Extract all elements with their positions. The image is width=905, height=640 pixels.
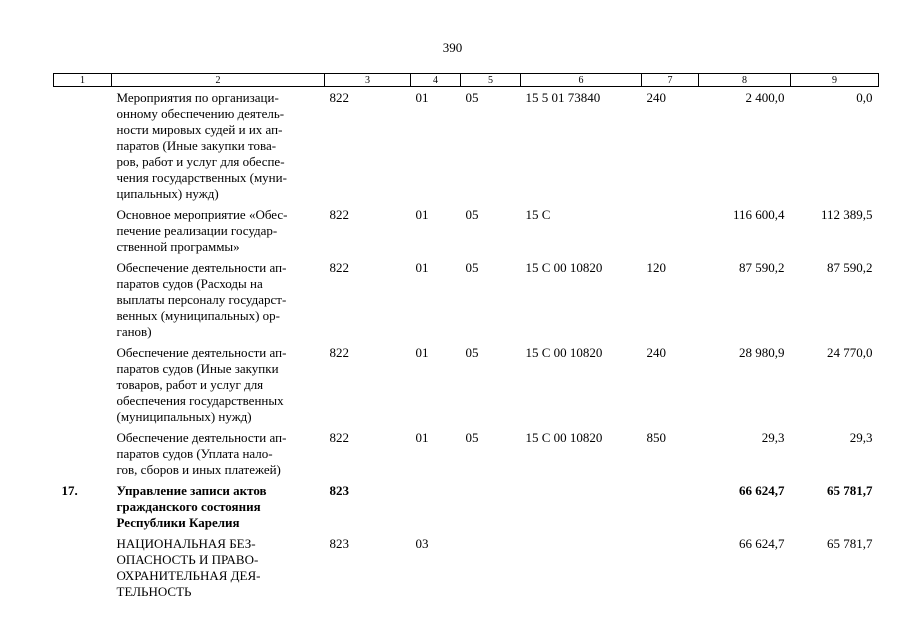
row-number [54,427,112,480]
subsection-code: 05 [465,90,479,105]
target-article-code [521,480,642,533]
expense-type-code [642,533,699,602]
table-row [54,427,879,480]
row-name-line: Обеспечение деятельности ап- [116,430,287,445]
row-name [112,427,325,480]
section-code: 01 [415,260,429,275]
row-name-line: гражданского состояния [116,499,261,514]
amount-col-9: 24 770,0 [827,345,873,360]
section-code: 01 [415,430,429,445]
department-code: 822 [329,90,349,105]
header-col-2: 2 [112,74,325,87]
amount-col-9: 65 781,7 [827,483,873,498]
row-name-line: Мероприятия по организаци- [116,90,279,105]
target-article-code: 15 С 00 10820 [525,345,603,360]
expense-type-code: 120 [646,260,666,275]
row-name-line: Обеспечение деятельности ап- [116,345,287,360]
subsection-code [461,480,521,533]
row-name-line: ности мировых судей и их ап- [116,122,283,137]
row-name [112,257,325,342]
row-name [112,533,325,602]
row-name-line: паратов (Иные закупки това- [116,138,277,153]
subsection-code: 05 [465,207,479,222]
row-name-line: Обеспечение деятельности ап- [116,260,287,275]
row-number [54,87,112,205]
row-number [54,533,112,602]
department-code: 822 [329,260,349,275]
header-col-6: 6 [521,74,642,87]
row-name-line: Основное мероприятие «Обес- [116,207,288,222]
amount-col-9: 65 781,7 [827,536,873,551]
table-row [54,257,879,342]
row-name-line: ственной программы» [116,239,240,254]
budget-table [53,73,879,602]
expense-type-code: 850 [646,430,666,445]
department-code: 822 [329,430,349,445]
subsection-code: 05 [465,430,479,445]
amount-col-9: 0,0 [856,90,873,105]
row-name-line: ОХРАНИТЕЛЬНАЯ ДЕЯ- [116,568,261,583]
row-name-line: паратов судов (Иные закупки [116,361,279,376]
header-col-5: 5 [461,74,521,87]
target-article-code: 15 5 01 73840 [525,90,601,105]
department-code: 823 [329,536,349,551]
table-row [54,204,879,257]
target-article-code: 15 С [525,207,551,222]
amount-col-9: 87 590,2 [827,260,873,275]
row-name-line: венных (муниципальных) ор- [116,308,280,323]
amount-col-8: 66 624,7 [739,536,785,551]
row-name-line: паратов судов (Уплата нало- [116,446,273,461]
table-row [54,342,879,427]
amount-col-8: 2 400,0 [745,90,785,105]
section-code: 01 [415,345,429,360]
row-name-line: (муниципальных) нужд) [116,409,252,424]
row-name-line: Управление записи актов [116,483,267,498]
row-name [112,342,325,427]
header-col-7: 7 [642,74,699,87]
row-name-line: выплаты персоналу государст- [116,292,287,307]
department-code: 822 [329,345,349,360]
row-name-line: онному обеспечению деятель- [116,106,285,121]
header-col-1: 1 [54,74,112,87]
expense-type-code [642,480,699,533]
row-number [54,204,112,257]
row-name-line: гов, сборов и иных платежей) [116,462,281,477]
amount-col-9: 29,3 [849,430,873,445]
row-name-line: ОПАСНОСТЬ И ПРАВО- [116,552,259,567]
table-row [54,533,879,602]
subsection-code: 05 [465,345,479,360]
amount-col-8: 29,3 [761,430,785,445]
row-number [54,342,112,427]
section-code [411,480,461,533]
row-name-line: паратов судов (Расходы на [116,276,263,291]
expense-type-code [642,204,699,257]
table-body [54,87,879,603]
department-code: 822 [329,207,349,222]
row-name-line: ров, работ и услуг для обеспе- [116,154,285,169]
header-col-8: 8 [699,74,791,87]
table-row [54,87,879,205]
header-col-9: 9 [791,74,879,87]
section-code: 01 [415,90,429,105]
target-article-code [521,533,642,602]
department-code: 823 [329,483,349,498]
row-name-line: товаров, работ и услуг для [116,377,264,392]
row-name-line: печение реализации государ- [116,223,278,238]
row-name [112,480,325,533]
header-col-4: 4 [411,74,461,87]
header-col-3: 3 [325,74,411,87]
column-number-header [54,74,879,87]
row-name [112,204,325,257]
page-number: 390 [442,40,463,55]
amount-col-8: 28 980,9 [739,345,785,360]
row-name-line: НАЦИОНАЛЬНАЯ БЕЗ- [116,536,256,551]
target-article-code: 15 С 00 10820 [525,260,603,275]
amount-col-8: 87 590,2 [739,260,785,275]
expense-type-code: 240 [646,90,666,105]
amount-col-8: 116 600,4 [732,207,785,222]
row-name-line: обеспечения государственных [116,393,284,408]
table-row [54,480,879,533]
row-number [54,257,112,342]
expense-type-code: 240 [646,345,666,360]
target-article-code: 15 С 00 10820 [525,430,603,445]
subsection-code [461,533,521,602]
section-code: 01 [415,207,429,222]
row-name-line: ципальных) нужд) [116,186,219,201]
row-name-line: чения государственных (муни- [116,170,287,185]
subsection-code: 05 [465,260,479,275]
section-code: 03 [415,536,429,551]
row-name-line: ТЕЛЬНОСТЬ [116,584,192,599]
row-number: 17. [61,483,78,498]
row-name [112,87,325,205]
amount-col-8: 66 624,7 [739,483,785,498]
amount-col-9: 112 389,5 [820,207,873,222]
row-name-line: ганов) [116,324,152,339]
row-name-line: Республики Карелия [116,515,240,530]
